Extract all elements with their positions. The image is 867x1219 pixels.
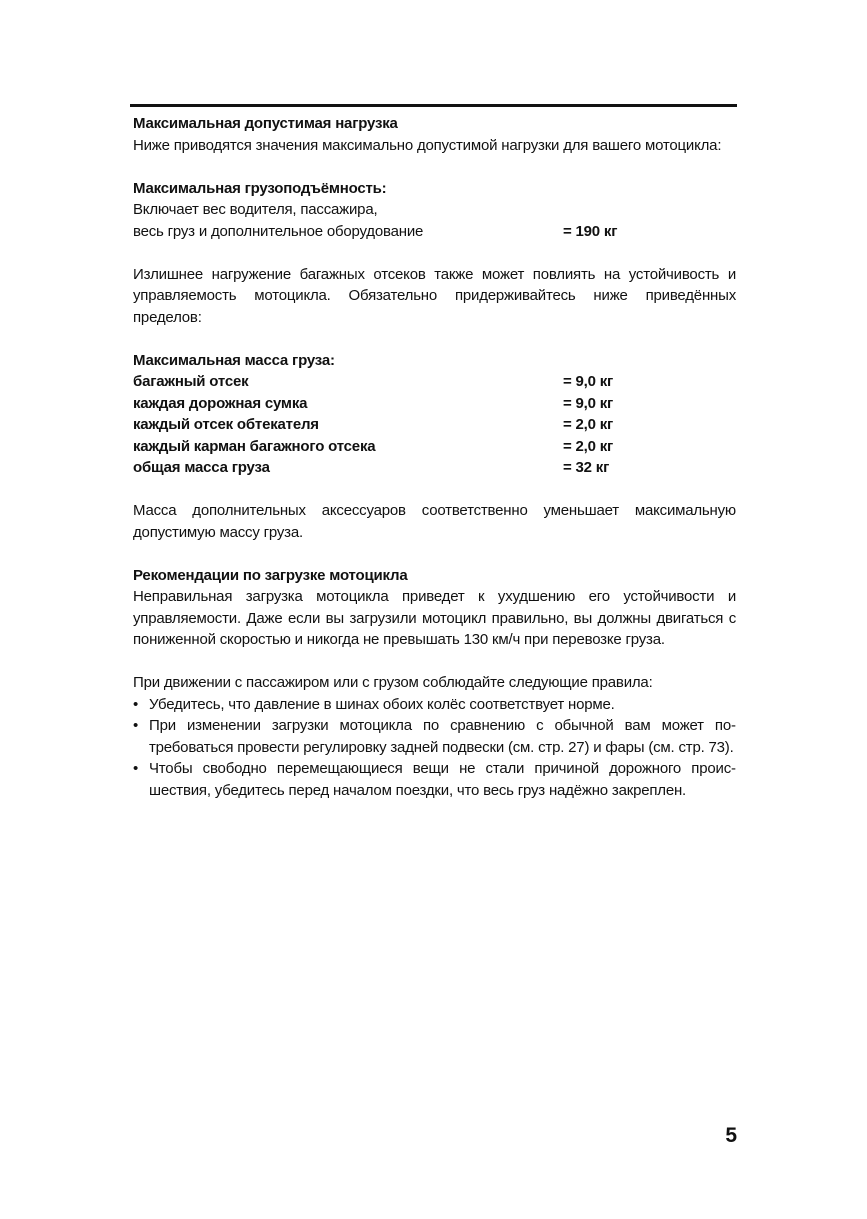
top-rule	[130, 104, 737, 107]
list-item-text: При изменении загрузки мотоцикла по сравнению с обычной вам может потребоваться провести регулировку задней подвески (см. стр. 27) и фары (см. стр. 73).	[149, 717, 736, 756]
cargo-heading: Максимальная масса груза:	[133, 351, 335, 369]
cargo-label: каждая дорожная сумка	[133, 394, 308, 412]
list-item-text: Убедитесь, что давление в шинах обоих колёс соответствует норме.	[149, 695, 615, 713]
recommendations-text: Неправильная загрузка мотоцикла приведет к ухудшению его устойчивости и управляемости. Даже если вы загрузили мотоцикл правильно, вы должны двигаться с пониженной скоростью и никогда не превышать 130 км/ч при перевозке груза.	[133, 588, 736, 648]
cargo-label: багажный отсек	[133, 373, 249, 390]
cargo-value: = 9,0 кг	[563, 394, 614, 412]
recommendations-heading: Рекомендации по загрузке мотоцикла	[133, 566, 408, 584]
rules-list	[133, 694, 736, 802]
bullet-icon: •	[133, 695, 139, 713]
cargo-value: = 32 кг	[563, 459, 610, 476]
page-number: 5	[725, 1124, 737, 1147]
list-item	[133, 758, 736, 801]
cargo-row	[133, 414, 736, 436]
capacity-heading: Максимальная грузоподъёмность:	[133, 179, 387, 197]
overload-text: Излишнее нагружение багажных отсеков также может повлиять на устойчивость и управляемость мотоцикла. Обязательно придерживайтесь ниже приведённых пределов:	[133, 265, 736, 326]
capacity-value: = 190 кг	[563, 222, 618, 240]
list-item	[133, 694, 736, 716]
cargo-row	[133, 393, 736, 415]
rules-intro: При движении с пассажиром или с грузом соблюдайте следующие правила:	[133, 674, 653, 691]
bullet-icon: •	[133, 760, 139, 777]
max-load-intro-text: Ниже приводятся значения максимально допустимой нагрузки для вашего мотоцикла:	[133, 136, 722, 154]
page-content	[133, 113, 736, 801]
section-heading-max-load: Максимальная допустимая нагрузка	[133, 115, 398, 132]
list-item	[133, 715, 736, 758]
cargo-value: = 9,0 кг	[563, 373, 614, 390]
cargo-row	[133, 436, 736, 458]
cargo-row	[133, 457, 736, 479]
cargo-label: каждый отсек обтекателя	[133, 416, 319, 433]
list-item-text: Чтобы свободно перемещающиеся вещи не стали причиной дорожного происшествия, убедитесь перед началом поездки, что весь груз надёжно закреплен.	[149, 760, 736, 799]
cargo-value: = 2,0 кг	[563, 437, 614, 455]
capacity-row	[133, 221, 736, 243]
cargo-label: каждый карман багажного отсека	[133, 437, 376, 455]
cargo-value: = 2,0 кг	[563, 416, 614, 433]
capacity-line-2: весь груз и дополнительное оборудование	[133, 222, 424, 240]
cargo-row	[133, 371, 736, 393]
accessories-text: Масса дополнительных аксессуаров соответственно уменьшает максимальную допустимую массу груза.	[133, 502, 736, 541]
capacity-line-1: Включает вес водителя, пассажира,	[133, 201, 378, 218]
cargo-label: общая масса груза	[133, 459, 270, 476]
bullet-icon: •	[133, 717, 139, 734]
